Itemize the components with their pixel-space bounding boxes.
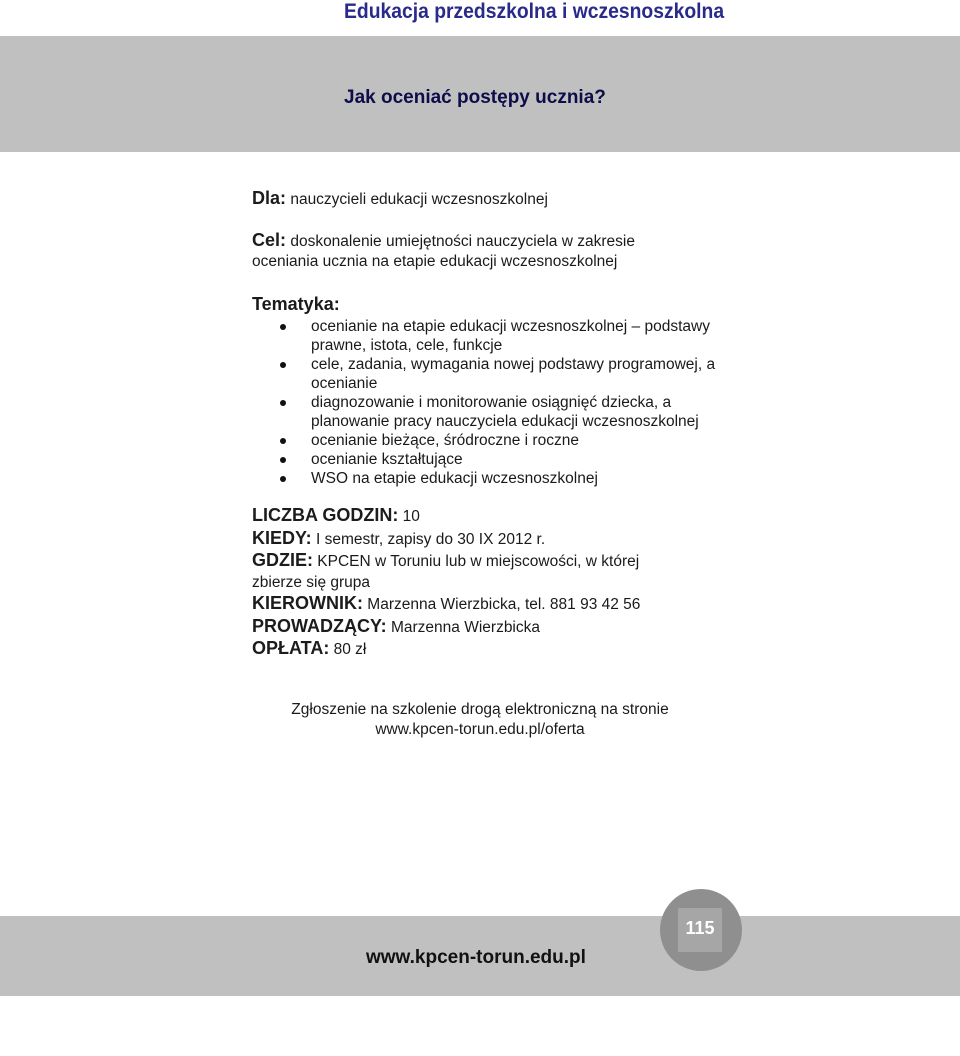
signup-link[interactable]: www.kpcen-torun.edu.pl/oferta [375, 721, 585, 738]
bullet-icon [280, 324, 286, 330]
hours-line [252, 505, 712, 528]
instructor-label: PROWADZĄCY: [252, 615, 387, 636]
audience-label: Dla: [252, 188, 287, 208]
signup-text: Zgłoszenie na szkolenie drogą elektroniczną na stronie [291, 701, 669, 718]
course-details [252, 188, 716, 661]
manager-label: KIEROWNIK: [252, 593, 363, 613]
instructor-line [252, 616, 712, 639]
list-item: ocenianie kształtujące [252, 450, 712, 469]
when-value: I semestr, zapisy do 30 IX 2012 r. [311, 530, 546, 548]
audience-line [252, 188, 712, 210]
footer-url[interactable]: www.kpcen-torun.edu.pl [366, 947, 586, 968]
where-label: GDZIE: [252, 550, 313, 570]
signup-note [254, 700, 706, 740]
hours-value: 10 [398, 508, 420, 525]
when-label: KIEDY: [252, 527, 312, 548]
when-line [252, 528, 712, 551]
fee-label: OPŁATA: [252, 638, 330, 658]
course-title: Jak oceniać postępy ucznia? [344, 87, 606, 108]
fee-value: 80 zł [329, 641, 367, 658]
where-value-2: zbierze się grupa [252, 573, 371, 591]
bullet-icon [280, 362, 286, 368]
header-title: Edukacja przedszkolna i wczesnoszkolna [344, 0, 725, 23]
topics-list [252, 317, 716, 488]
list-item: ocenianie bieżące, śródroczne i roczne [252, 431, 712, 450]
topics-heading: Tematyka: [252, 294, 340, 314]
list-item: WSO na etapie edukacji wczesnoszkolnej [252, 469, 712, 488]
instructor-value: Marzenna Wierzbicka [386, 618, 540, 636]
manager-line [252, 593, 712, 616]
list-item: ocenianie na etapie edukacji wczesnoszkolnej – podstawy prawne, istota, cele, funkcje [252, 317, 712, 355]
hours-label: LICZBA GODZIN: [252, 505, 399, 525]
course-meta [252, 505, 712, 661]
goal-label: Cel: [252, 230, 287, 250]
manager-value: Marzenna Wierzbicka, tel. 881 93 42 56 [363, 596, 641, 613]
audience-value: nauczycieli edukacji wczesnoszkolnej [286, 191, 548, 208]
bullet-icon [280, 476, 286, 482]
list-item: cele, zadania, wymagania nowej podstawy programowej, a ocenianie [252, 355, 712, 393]
goal-line [252, 230, 712, 252]
page-number: 115 [678, 908, 722, 952]
goal-value-1: doskonalenie umiejętności nauczyciela w zakresie [286, 233, 635, 250]
where-value-1: KPCEN w Toruniu lub w miejscowości, w której [313, 553, 640, 570]
where-line [252, 550, 712, 573]
fee-line [252, 638, 712, 661]
bullet-icon [280, 457, 286, 463]
bullet-icon [280, 438, 286, 444]
goal-value-2: oceniania ucznia na etapie edukacji wczesnoszkolnej [252, 253, 618, 270]
list-item: diagnozowanie i monitorowanie osiągnięć dziecka, a planowanie pracy nauczyciela edukacji wczesnoszkolnej [252, 393, 712, 431]
bullet-icon [280, 400, 286, 406]
